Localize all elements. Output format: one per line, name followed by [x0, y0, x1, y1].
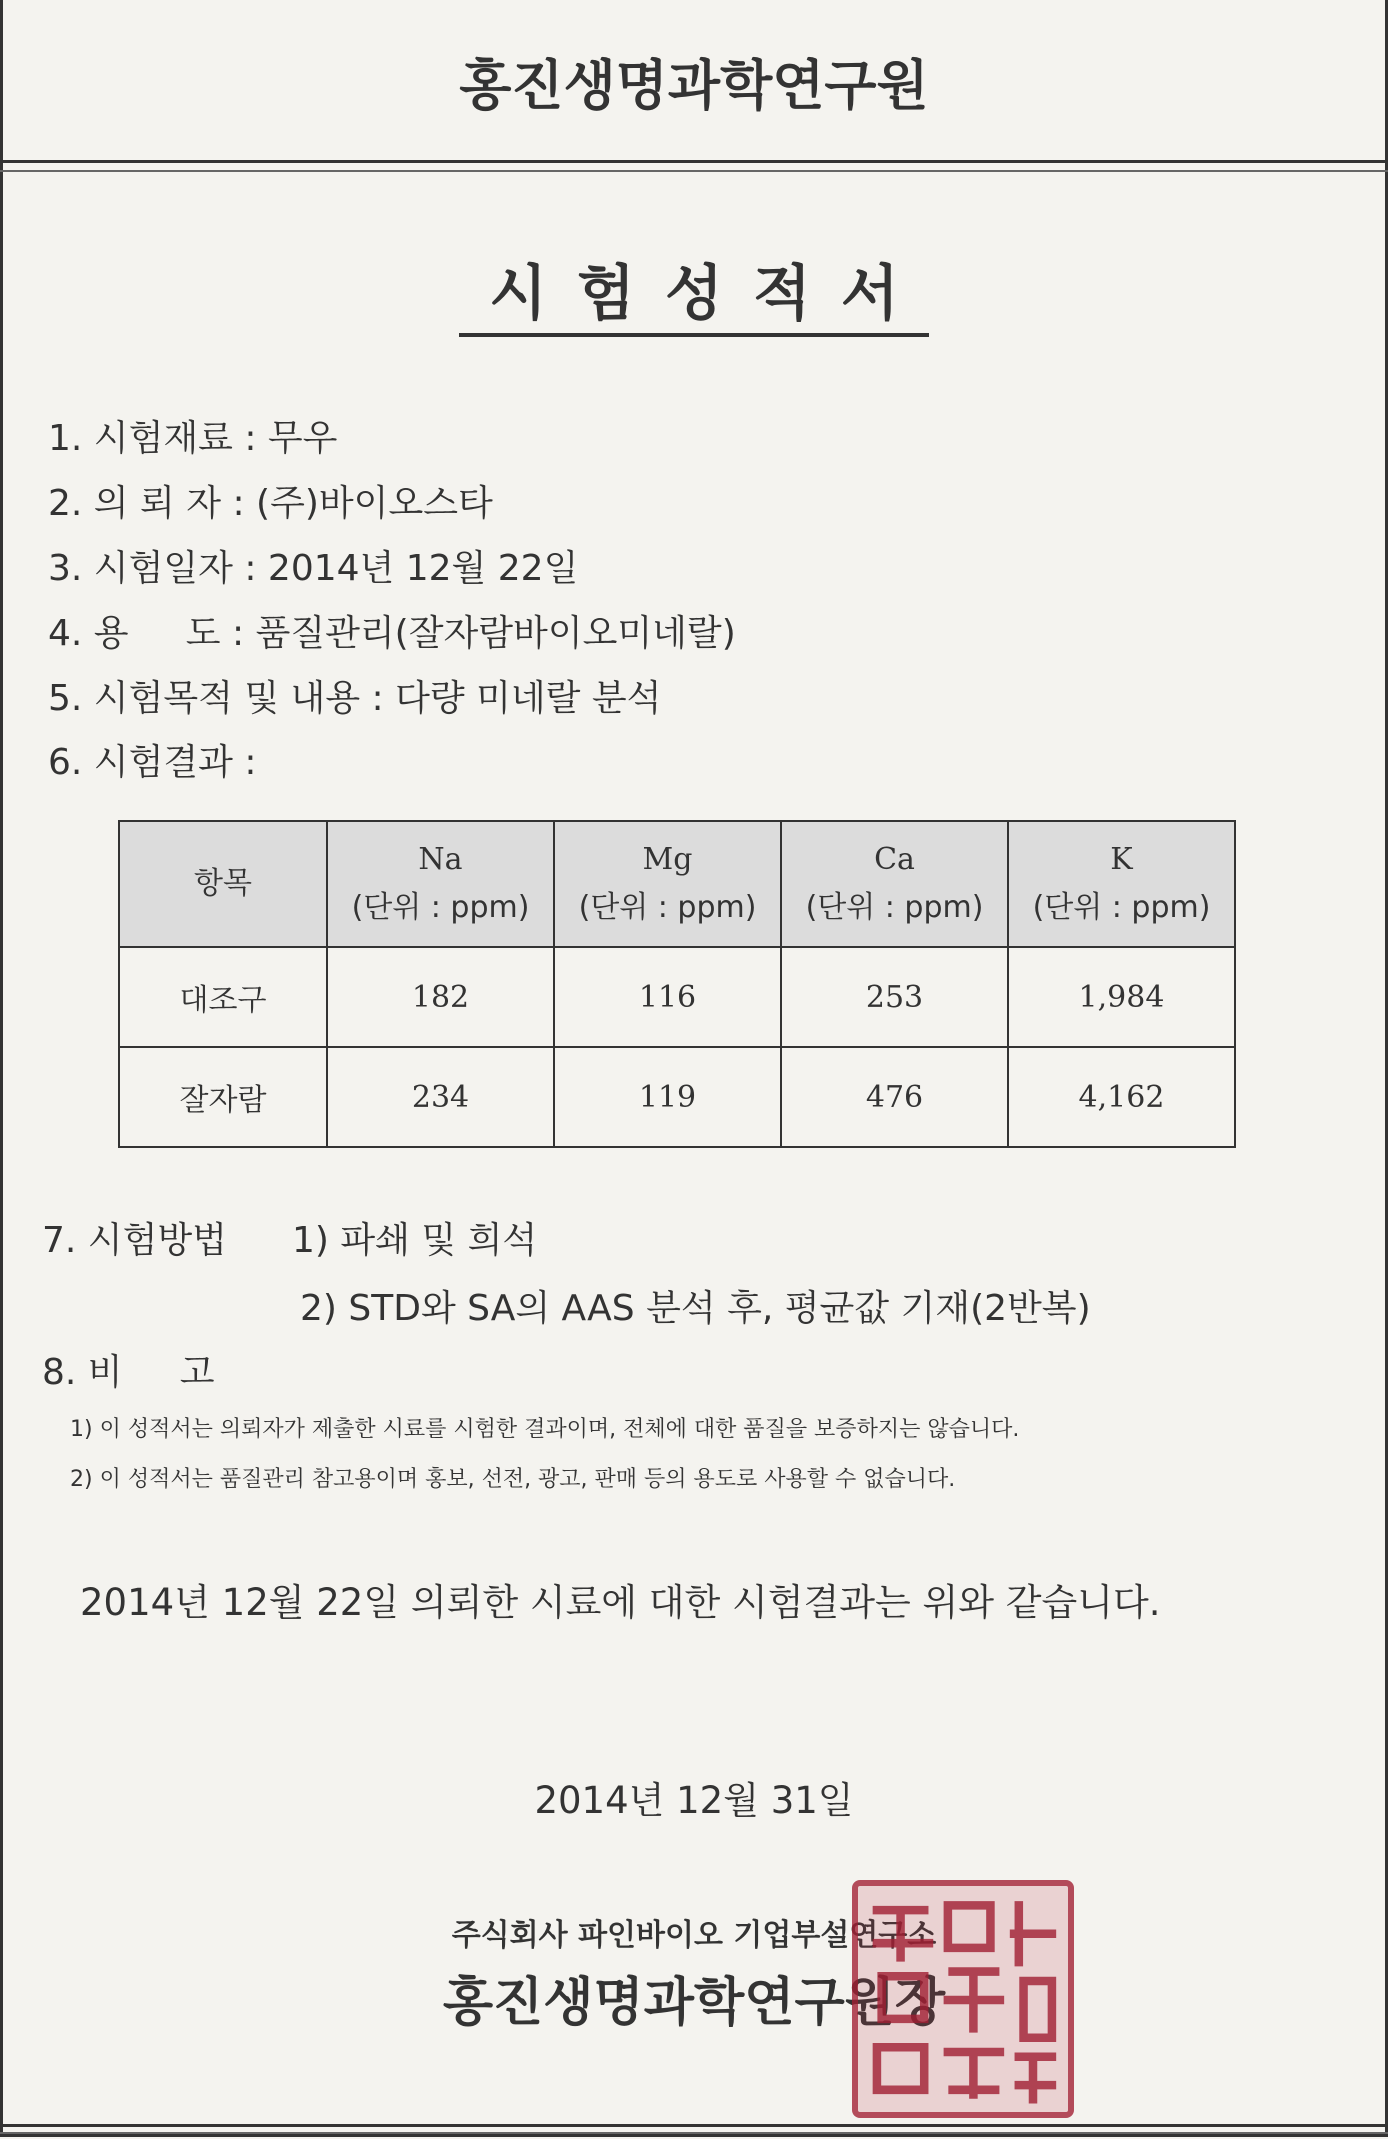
document-title — [0, 246, 1388, 332]
remark-note-2: 2) 이 성적서는 품질관리 참고용이며 홍보, 선전, 광고, 판매 등의 용도로 사용할 수 없습니다. — [70, 1467, 956, 1492]
result-statement: 2014년 12월 22일 의뢰한 시료에 대한 시험결과는 위와 같습니다. — [80, 1581, 1161, 1624]
field-client: 2. 의 뢰 자 : (주)바이오스타 — [48, 483, 493, 524]
header-na — [327, 821, 554, 947]
header-ca — [781, 821, 1008, 947]
header-divider — [0, 160, 1388, 163]
institute-header: 홍진생명과학연구원 — [459, 52, 929, 117]
results-table — [118, 820, 1236, 1148]
field-use: 4. 용 도 : 품질관리(잘자람바이오미네랄) — [48, 613, 736, 654]
table-cell: 116 — [554, 947, 781, 1047]
table-cell: 1,984 — [1008, 947, 1235, 1047]
table-row — [119, 1047, 1235, 1147]
header-item: 항목 — [119, 821, 327, 947]
header-k — [1008, 821, 1235, 947]
table-cell: 234 — [327, 1047, 554, 1147]
table-row — [119, 947, 1235, 1047]
column-unit: (단위 : ppm) — [351, 890, 530, 925]
field-material: 1. 시험재료 : 무우 — [48, 418, 338, 459]
table-cell: 4,162 — [1008, 1047, 1235, 1147]
column-unit: (단위 : ppm) — [805, 890, 984, 925]
method-step-2: 2) STD와 SA의 AAS 분석 후, 평균값 기재(2반복) — [300, 1288, 1091, 1329]
remark-note-1: 1) 이 성적서는 의뢰자가 제출한 시료를 시험한 결과이며, 전체에 대한 품질을 보증하지는 않습니다. — [70, 1417, 1020, 1442]
seal-glyph-marks — [858, 1886, 1068, 2112]
signature-line: 홍진생명과학연구원장 — [442, 1972, 946, 2033]
column-name: Na — [418, 842, 463, 877]
row-label: 잘자람 — [119, 1047, 327, 1147]
field-purpose: 5. 시험목적 및 내용 : 다량 미네랄 분석 — [48, 678, 662, 719]
column-name: Ca — [874, 842, 915, 877]
method-step-1: 1) 파쇄 및 희석 — [292, 1220, 538, 1261]
official-seal-stamp — [852, 1880, 1074, 2118]
column-name: Mg — [642, 842, 693, 877]
footer-divider — [0, 2124, 1388, 2127]
table-cell: 476 — [781, 1047, 1008, 1147]
table-cell: 253 — [781, 947, 1008, 1047]
field-results-label: 6. 시험결과 : — [48, 742, 257, 783]
issue-date: 2014년 12월 31일 — [534, 1779, 854, 1822]
field-test-date: 3. 시험일자 : 2014년 12월 22일 — [48, 548, 579, 589]
table-cell: 119 — [554, 1047, 781, 1147]
header-divider-inner — [0, 170, 1388, 172]
footer-divider-inner — [0, 2132, 1388, 2134]
remarks-label: 8. 비 고 — [42, 1352, 215, 1393]
row-label: 대조구 — [119, 947, 327, 1047]
header-mg — [554, 821, 781, 947]
column-unit: (단위 : ppm) — [1032, 890, 1211, 925]
column-unit: (단위 : ppm) — [578, 890, 757, 925]
table-cell: 182 — [327, 947, 554, 1047]
company-name: 주식회사 파인바이오 기업부설연구소 — [451, 1918, 937, 1953]
column-name: K — [1110, 842, 1133, 877]
table-header-row — [119, 821, 1235, 947]
method-label: 7. 시험방법 — [42, 1220, 227, 1261]
document-title-text: 시험성적서 — [459, 259, 929, 337]
